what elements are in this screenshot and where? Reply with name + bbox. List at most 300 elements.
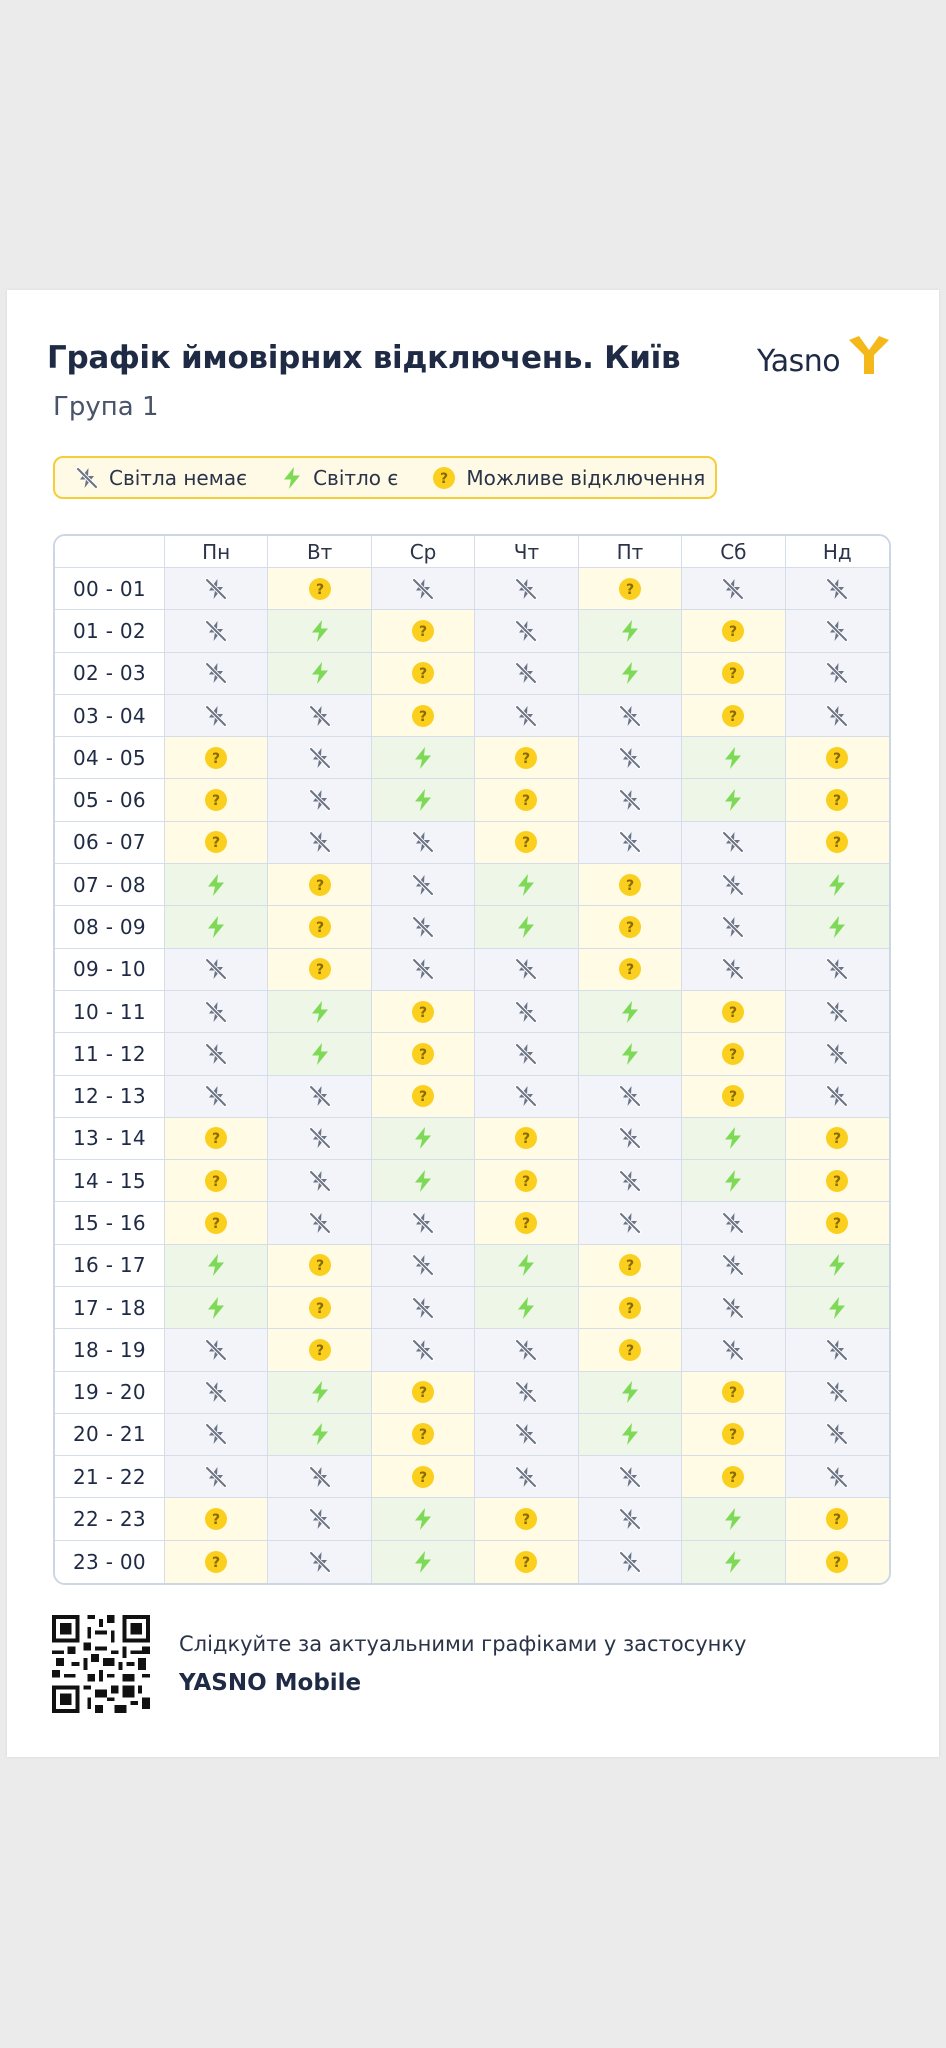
schedule-cell-maybe [475, 737, 578, 779]
question-icon [618, 1296, 642, 1320]
no-power-icon [825, 1465, 849, 1489]
schedule-cell-off [268, 1076, 371, 1118]
power-bolt-icon [309, 661, 331, 685]
question-icon [721, 1084, 745, 1108]
schedule-cell-on [268, 1414, 371, 1456]
time-slot: 08 - 09 [55, 906, 165, 948]
no-power-icon [411, 1338, 435, 1362]
schedule-cell-maybe [475, 1118, 578, 1160]
schedule-cell-maybe [579, 1287, 682, 1329]
power-bolt-icon [412, 746, 434, 770]
svg-text:?: ? [522, 1554, 531, 1571]
day-header: Пн [165, 536, 268, 568]
schedule-cell-off [372, 1202, 475, 1244]
svg-text:?: ? [729, 1469, 738, 1486]
schedule-cell-off [372, 906, 475, 948]
svg-text:?: ? [212, 1173, 221, 1190]
no-power-icon [308, 1211, 332, 1235]
svg-text:?: ? [625, 1300, 634, 1317]
schedule-cell-maybe [475, 1202, 578, 1244]
legend-item-on [281, 466, 398, 490]
no-power-icon [204, 1465, 228, 1489]
power-bolt-icon [412, 1169, 434, 1193]
schedule-cell-maybe [682, 1076, 785, 1118]
power-bolt-icon [722, 788, 744, 812]
schedule-cell-on [268, 1033, 371, 1075]
power-bolt-icon [619, 1042, 641, 1066]
schedule-cell-maybe [165, 1118, 268, 1160]
svg-text:?: ? [419, 666, 428, 683]
time-slot: 10 - 11 [55, 991, 165, 1033]
schedule-cell-off [475, 1456, 578, 1498]
question-icon [618, 915, 642, 939]
schedule-cell-off [372, 822, 475, 864]
no-power-icon [618, 1126, 642, 1150]
power-bolt-icon [826, 873, 848, 897]
power-bolt-icon [619, 1380, 641, 1404]
svg-text:?: ? [315, 581, 324, 598]
day-header: Вт [268, 536, 371, 568]
no-power-icon [825, 704, 849, 728]
svg-text:?: ? [315, 919, 324, 936]
svg-text:?: ? [833, 1512, 842, 1529]
svg-text:?: ? [729, 666, 738, 683]
day-header: Сб [682, 536, 785, 568]
no-power-icon [514, 577, 538, 601]
schedule-cell-maybe [268, 1245, 371, 1287]
no-power-icon [514, 1042, 538, 1066]
no-power-icon [411, 1296, 435, 1320]
schedule-cell-off [579, 1456, 682, 1498]
schedule-cell-maybe [786, 779, 889, 821]
schedule-cell-maybe [372, 1076, 475, 1118]
legend-label: Світло є [313, 465, 399, 490]
power-bolt-icon [515, 915, 537, 939]
no-power-icon [721, 915, 745, 939]
schedule-cell-maybe [165, 737, 268, 779]
schedule-cell-maybe [165, 1160, 268, 1202]
svg-text:?: ? [833, 750, 842, 767]
schedule-cell-off [372, 1245, 475, 1287]
schedule-cell-off [475, 610, 578, 652]
schedule-cell-maybe [579, 906, 682, 948]
no-power-icon [308, 788, 332, 812]
no-power-icon [204, 577, 228, 601]
svg-text:?: ? [522, 1173, 531, 1190]
schedule-cell-on [268, 610, 371, 652]
schedule-cell-off [165, 1456, 268, 1498]
schedule-cell-maybe [475, 779, 578, 821]
svg-text:?: ? [729, 1385, 738, 1402]
power-bolt-icon [309, 1380, 331, 1404]
svg-text:?: ? [833, 793, 842, 810]
schedule-cell-off [682, 1202, 785, 1244]
schedule-cell-off [475, 1414, 578, 1456]
schedule-cell-on [475, 906, 578, 948]
question-icon [825, 1550, 849, 1574]
time-slot: 03 - 04 [55, 695, 165, 737]
svg-text:?: ? [522, 750, 531, 767]
no-power-icon [308, 746, 332, 770]
schedule-cell-on [579, 610, 682, 652]
svg-text:?: ? [729, 1089, 738, 1106]
power-bolt-icon [722, 1126, 744, 1150]
no-power-icon [514, 957, 538, 981]
no-power-icon [308, 1084, 332, 1108]
power-bolt-icon [515, 1296, 537, 1320]
power-bolt-icon [619, 661, 641, 685]
schedule-cell-off [786, 1414, 889, 1456]
question-icon [204, 1169, 228, 1193]
no-power-icon [204, 1084, 228, 1108]
schedule-cell-on [682, 1118, 785, 1160]
no-power-icon [721, 577, 745, 601]
no-power-icon [825, 1000, 849, 1024]
day-header: Нд [786, 536, 889, 568]
qr-code-icon[interactable] [52, 1615, 150, 1717]
svg-text:?: ? [212, 1554, 221, 1571]
schedule-cell-on [372, 1160, 475, 1202]
schedule-cell-on [372, 1541, 475, 1583]
svg-text:?: ? [522, 1216, 531, 1233]
question-icon [308, 915, 332, 939]
power-bolt-icon [205, 915, 227, 939]
time-slot: 20 - 21 [55, 1414, 165, 1456]
power-bolt-icon [826, 915, 848, 939]
question-icon [308, 1296, 332, 1320]
schedule-cell-off [579, 1498, 682, 1540]
schedule-cell-maybe [372, 1372, 475, 1414]
time-slot: 15 - 16 [55, 1202, 165, 1244]
schedule-cell-off [475, 991, 578, 1033]
schedule-cell-off [579, 1118, 682, 1160]
no-power-icon [411, 1211, 435, 1235]
time-slot: 19 - 20 [55, 1372, 165, 1414]
no-power-icon [514, 1422, 538, 1446]
time-slot: 23 - 00 [55, 1541, 165, 1583]
time-slot: 22 - 23 [55, 1498, 165, 1540]
svg-text:?: ? [212, 835, 221, 852]
power-bolt-icon [205, 873, 227, 897]
schedule-cell-off [372, 568, 475, 610]
question-icon [514, 1507, 538, 1531]
no-power-icon [411, 1253, 435, 1277]
question-icon [204, 1507, 228, 1531]
power-bolt-icon [412, 1126, 434, 1150]
schedule-cell-off [786, 1033, 889, 1075]
power-bolt-icon [205, 1253, 227, 1277]
schedule-cell-off [786, 1456, 889, 1498]
schedule-cell-maybe [268, 949, 371, 991]
schedule-cell-off [682, 864, 785, 906]
no-power-icon [618, 1465, 642, 1489]
no-power-icon [825, 577, 849, 601]
svg-text:?: ? [419, 708, 428, 725]
schedule-cell-on [372, 737, 475, 779]
schedule-cell-maybe [268, 1287, 371, 1329]
schedule-cell-off [682, 906, 785, 948]
schedule-cell-on [579, 653, 682, 695]
power-bolt-icon [619, 1000, 641, 1024]
question-icon [514, 1211, 538, 1235]
schedule-cell-maybe [579, 864, 682, 906]
no-power-icon [204, 957, 228, 981]
legend [53, 456, 717, 499]
svg-text:?: ? [729, 1004, 738, 1021]
question-icon [825, 1507, 849, 1531]
schedule-cell-maybe [682, 610, 785, 652]
no-power-icon [514, 1084, 538, 1108]
time-slot: 16 - 17 [55, 1245, 165, 1287]
no-power-icon [204, 1000, 228, 1024]
schedule-cell-off [475, 1033, 578, 1075]
schedule-cell-off [579, 1202, 682, 1244]
schedule-cell-off [268, 695, 371, 737]
schedule-cell-off [165, 1329, 268, 1371]
power-bolt-icon [722, 1550, 744, 1574]
schedule-cell-maybe [682, 991, 785, 1033]
schedule-cell-off [786, 1372, 889, 1414]
no-power-icon [618, 788, 642, 812]
schedule-cell-off [682, 568, 785, 610]
no-power-icon [825, 1380, 849, 1404]
no-power-icon [204, 661, 228, 685]
no-power-icon [618, 1211, 642, 1235]
schedule-cell-off [786, 991, 889, 1033]
svg-text:?: ? [522, 793, 531, 810]
svg-text:?: ? [729, 708, 738, 725]
question-icon [618, 1338, 642, 1362]
group-subtitle: Група 1 [53, 392, 159, 422]
schedule-cell-on [268, 653, 371, 695]
time-slot: 05 - 06 [55, 779, 165, 821]
no-power-icon [308, 1507, 332, 1531]
schedule-cell-off [786, 568, 889, 610]
schedule-cell-on [475, 864, 578, 906]
schedule-cell-maybe [372, 610, 475, 652]
schedule-cell-maybe [372, 695, 475, 737]
no-power-icon [411, 577, 435, 601]
schedule-cell-off [475, 568, 578, 610]
question-icon [411, 1422, 435, 1446]
svg-text:?: ? [212, 750, 221, 767]
schedule-cell-on [579, 991, 682, 1033]
svg-text:?: ? [315, 1258, 324, 1275]
time-slot: 04 - 05 [55, 737, 165, 779]
schedule-cell-off [268, 1541, 371, 1583]
question-icon [308, 957, 332, 981]
schedule-cell-maybe [165, 822, 268, 864]
no-power-icon [411, 915, 435, 939]
schedule-cell-maybe [786, 1202, 889, 1244]
question-icon [721, 1000, 745, 1024]
question-icon [411, 704, 435, 728]
schedule-cell-on [579, 1033, 682, 1075]
svg-text:?: ? [625, 1258, 634, 1275]
no-power-icon [825, 1338, 849, 1362]
no-power-icon [721, 1253, 745, 1277]
question-icon [308, 577, 332, 601]
schedule-cell-off [268, 1456, 371, 1498]
schedule-cell-off [372, 864, 475, 906]
schedule-cell-maybe [475, 822, 578, 864]
no-power-icon [825, 1042, 849, 1066]
schedule-cell-off [268, 1118, 371, 1160]
question-icon [618, 577, 642, 601]
power-bolt-icon [309, 619, 331, 643]
power-bolt-icon [281, 466, 303, 490]
question-icon [618, 1253, 642, 1277]
schedule-cell-on [372, 779, 475, 821]
schedule-cell-off [579, 1541, 682, 1583]
question-icon [411, 1042, 435, 1066]
schedule-cell-off [268, 1202, 371, 1244]
svg-text:?: ? [625, 877, 634, 894]
question-icon [204, 1126, 228, 1150]
time-slot: 12 - 13 [55, 1076, 165, 1118]
question-icon [825, 1126, 849, 1150]
power-bolt-icon [412, 1507, 434, 1531]
schedule-cell-maybe [682, 1372, 785, 1414]
no-power-icon [514, 704, 538, 728]
schedule-cell-off [268, 822, 371, 864]
power-bolt-icon [205, 1296, 227, 1320]
schedule-cell-off [165, 610, 268, 652]
schedule-cell-on [786, 864, 889, 906]
schedule-cell-off [268, 1160, 371, 1202]
svg-text:?: ? [315, 877, 324, 894]
question-icon [308, 1253, 332, 1277]
no-power-icon [308, 1126, 332, 1150]
schedule-cell-maybe [786, 1160, 889, 1202]
legend-label: Світла немає [109, 465, 248, 490]
no-power-icon [204, 619, 228, 643]
question-icon [721, 1380, 745, 1404]
svg-text:?: ? [419, 1427, 428, 1444]
question-icon [721, 1422, 745, 1446]
power-bolt-icon [619, 619, 641, 643]
question-icon [721, 704, 745, 728]
schedule-cell-on [268, 1372, 371, 1414]
power-bolt-icon [722, 1169, 744, 1193]
schedule-cell-maybe [682, 1033, 785, 1075]
question-icon [514, 1126, 538, 1150]
question-icon [411, 1465, 435, 1489]
schedule-cell-off [165, 949, 268, 991]
question-icon [618, 957, 642, 981]
question-icon [308, 873, 332, 897]
question-icon [825, 1169, 849, 1193]
schedule-cell-off [268, 737, 371, 779]
schedule-cell-off [165, 1033, 268, 1075]
no-power-icon [825, 619, 849, 643]
time-slot: 06 - 07 [55, 822, 165, 864]
svg-text:?: ? [419, 623, 428, 640]
footer-caption: Слідкуйте за актуальними графіками у застосунку [179, 1632, 747, 1656]
no-power-icon [825, 1084, 849, 1108]
no-power-icon [721, 1296, 745, 1320]
svg-text:?: ? [212, 1512, 221, 1529]
schedule-cell-off [786, 610, 889, 652]
no-power-icon [308, 830, 332, 854]
svg-text:?: ? [833, 1554, 842, 1571]
no-power-icon [514, 1380, 538, 1404]
time-slot: 07 - 08 [55, 864, 165, 906]
page-title: Графік ймовірних відключень. Київ [47, 340, 681, 376]
schedule-cell-maybe [786, 1498, 889, 1540]
day-header: Чт [475, 536, 578, 568]
svg-text:?: ? [212, 793, 221, 810]
no-power-icon [721, 1338, 745, 1362]
schedule-cell-maybe [786, 822, 889, 864]
schedule-cell-off [475, 949, 578, 991]
svg-text:?: ? [729, 1427, 738, 1444]
schedule-cell-maybe [682, 695, 785, 737]
question-icon [204, 1550, 228, 1574]
time-slot: 09 - 10 [55, 949, 165, 991]
question-icon [825, 1211, 849, 1235]
question-icon [721, 1465, 745, 1489]
time-slot: 01 - 02 [55, 610, 165, 652]
schedule-cell-off [579, 1160, 682, 1202]
power-bolt-icon [309, 1000, 331, 1024]
power-bolt-icon [722, 1507, 744, 1531]
yasno-logo [757, 334, 897, 384]
schedule-cell-on [372, 1118, 475, 1160]
schedule-cell-off [682, 1245, 785, 1287]
schedule-cell-off [165, 653, 268, 695]
no-power-icon [75, 466, 99, 490]
no-power-icon [721, 873, 745, 897]
day-header: Пт [579, 536, 682, 568]
schedule-cell-off [786, 653, 889, 695]
question-icon [514, 1550, 538, 1574]
no-power-icon [618, 746, 642, 770]
schedule-cell-maybe [682, 1414, 785, 1456]
schedule-cell-on [579, 1414, 682, 1456]
question-icon [514, 1169, 538, 1193]
no-power-icon [721, 1211, 745, 1235]
schedule-cell-on [165, 1245, 268, 1287]
schedule-cell-off [786, 1076, 889, 1118]
schedule-cell-maybe [268, 1329, 371, 1371]
power-bolt-icon [826, 1296, 848, 1320]
svg-text:?: ? [833, 835, 842, 852]
question-icon [514, 788, 538, 812]
schedule-cell-on [372, 1498, 475, 1540]
svg-text:?: ? [440, 470, 449, 487]
question-icon [308, 1338, 332, 1362]
question-icon [411, 661, 435, 685]
schedule-cell-maybe [372, 1456, 475, 1498]
svg-text:?: ? [419, 1004, 428, 1021]
svg-text:?: ? [522, 1512, 531, 1529]
schedule-cell-on [165, 906, 268, 948]
schedule-cell-maybe [682, 653, 785, 695]
question-icon [721, 661, 745, 685]
svg-text:?: ? [625, 919, 634, 936]
schedule-cell-maybe [579, 949, 682, 991]
schedule-cell-on [579, 1372, 682, 1414]
question-icon [825, 788, 849, 812]
no-power-icon [514, 619, 538, 643]
question-icon [411, 1000, 435, 1024]
no-power-icon [514, 1000, 538, 1024]
schedule-cell-on [475, 1287, 578, 1329]
schedule-cell-off [268, 779, 371, 821]
no-power-icon [308, 1169, 332, 1193]
schedule-cell-off [165, 1372, 268, 1414]
